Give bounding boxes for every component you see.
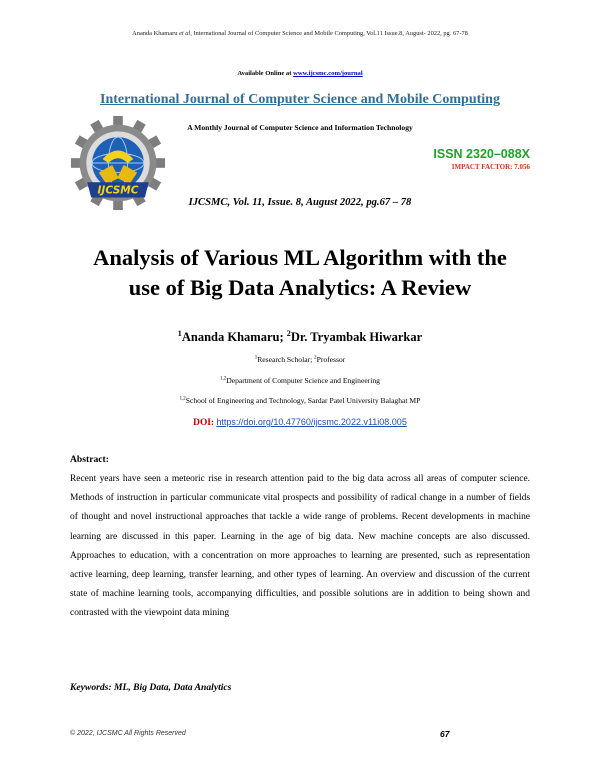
affiliation-role-sup-1: 1 xyxy=(254,355,258,361)
logo-text: IJCSMC xyxy=(97,184,139,197)
affiliation-role-sup-2: 2 xyxy=(314,355,317,361)
paper-title-line-1: Analysis of Various ML Algorithm with the xyxy=(93,245,507,270)
availability-label: Available Online at xyxy=(237,70,294,77)
affiliation-role-text-1: Research Scholar; xyxy=(257,355,315,364)
journal-name[interactable]: International Journal of Computer Science and Mobile Computing xyxy=(100,92,500,107)
doi-link[interactable]: https://doi.org/10.47760/ijcsmc.2022.v11i08.005 xyxy=(216,417,407,427)
affiliation-department-text: Department of Computer Science and Engineering xyxy=(226,376,380,385)
availability-line xyxy=(0,70,600,77)
journal-tagline: A Monthly Journal of Computer Science and Information Technology xyxy=(187,123,413,132)
doi-label: DOI: xyxy=(193,418,217,428)
affiliation-school-text: School of Engineering and Technology, Sardar Patel University Balaghat MP xyxy=(185,396,421,405)
journal-url-link[interactable]: www.ijcsmc.com/journal xyxy=(293,70,363,77)
abstract-heading: Abstract: xyxy=(70,454,109,465)
affiliation-role-text-2: Professor xyxy=(316,355,346,364)
running-header-rest: , International Journal of Computer Science and Mobile Computing, Vol.11 Issue.8, August- 2022, pg. 67-78 xyxy=(190,30,468,37)
running-header xyxy=(0,30,600,37)
doi-line xyxy=(0,417,600,428)
running-header-etal: et al xyxy=(179,30,191,37)
author-2: Dr. Tryambak Hiwarkar xyxy=(290,330,423,344)
impact-factor: IMPACT FACTOR: 7.056 xyxy=(451,163,530,171)
affiliation-department xyxy=(0,376,600,385)
journal-citation: IJCSMC, Vol. 11, Issue. 8, August 2022, pg.67 – 78 xyxy=(188,197,412,208)
paper-title-line-2: use of Big Data Analytics: A Review xyxy=(128,275,472,300)
issn: ISSN 2320–088X xyxy=(433,147,530,161)
author-1: Ananda Khamaru; xyxy=(181,330,287,344)
affiliation-role xyxy=(0,355,600,364)
footer-copyright: © 2022, IJCSMC All Rights Reserved xyxy=(70,730,186,737)
keywords: Keywords: ML, Big Data, Data Analytics xyxy=(70,682,232,693)
authors xyxy=(0,330,600,345)
abstract-body: Recent years have seen a meteoric rise in research attention paid to the big data across all areas of computer science. Methods of instruction in particular communicate vital prospects and possibility of radical change in a number of fields of thought and novel instructional approaches that tackle a wide range of problems. Recent developments in machine learning are discussed in this paper. Learning in the age of big data. New machine concepts are also discussed. Approaches to education, with a concentration on more approaches to learning are presented, such as representation active learning, deep learning, transfer learning, and other types of learning. An overview and discussion of the current state of machine learning tools, accompanying difficulties, and possible solutions are in addition to being shown and contrasted with the viewpoint data mining xyxy=(70,474,530,619)
affiliation-school xyxy=(0,396,600,405)
paper-title xyxy=(40,243,560,303)
running-header-author: Ananda Khamaru xyxy=(132,30,178,37)
affiliation-school-sup: 1,2 xyxy=(179,396,186,402)
author-1-sup: 1 xyxy=(177,328,182,338)
affiliation-department-sup: 1,2 xyxy=(220,376,227,382)
author-2-sup: 2 xyxy=(286,328,291,338)
footer-page-number: 67 xyxy=(440,729,450,739)
